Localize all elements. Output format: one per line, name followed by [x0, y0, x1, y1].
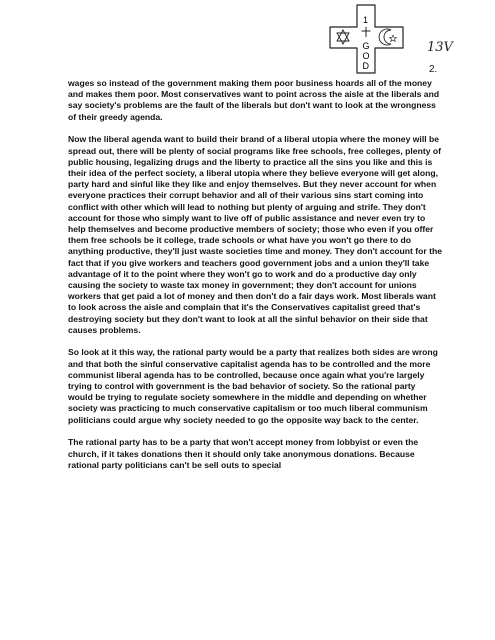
paragraph-4: The rational party has to be a party that won't accept money from lobbyist or even the church, if it takes donations then it should only take anonymous donations. Because rational party politicians can't be sell outs to special — [68, 437, 419, 470]
emblem-letter-o: O — [362, 51, 370, 61]
paragraph-3: So look at it this way, the rational party would be a party that realizes both sides are wrong and that both the sinful conservative capitalist agenda has to be controlled and the more communist liberal agenda has to be controlled, because once again what you're largely trying to control with government is the bad behavior of society. So the rational party would be trying to regulate society somewhere in the middle and depending on whether society was practicing to much conservative capitalism or too much liberal communism politicians could argue why society needed to go the opposite way back to the center. — [68, 347, 438, 425]
crescent-moon-icon — [379, 29, 396, 45]
star-of-david-icon — [337, 30, 349, 44]
cross-icon — [362, 27, 371, 37]
paragraph-2: Now the liberal agenda want to build their brand of a liberal utopia where the money will be spread out, there will be plenty of social programs like free schools, free colleges, plenty of public housing, legalizing drugs and the liberty to practice all the sins you like and this is their idea of the perfect society, a liberal utopia where they believe everyone will get along, party hard and sinful like they like and enjoy themselves. But they never account for when everyone practices their corrupt behavior and all of their various sins start coming into conflict with other which will lead to nothing but plenty of arguing and strife. They don't account for those who simply want to live off of public assistance and never even try to help themselves and become productive members of society; those who even if you offer them free schools be it college, trade schools or what have you won't go there to do anything productive, they'll just waste societies time and money. They don't account for the fact that if you give workers and teachers good government jobs and a union they'll take advantage of it to the point where they won't go to work and do a productive day only causing the society to waste tax money in government; they don't account for unions workers that get paid a lot of money and then don't do a fair days work. Most liberals want to look across the aisle and complain that it's the Conservatives capitalist greed that's destroying society but they don't want to look at all the sinful behavior on their side that causes problems. — [68, 134, 442, 335]
emblem-letter-g: G — [362, 41, 370, 51]
paragraph-1: wages so instead of the government making them poor business hoards all of the money and makes them poor. Most conservatives want to point across the aisle at the liberals and say society's problems are the fault of the liberals but don't want to look at the wrongness of their greedy agenda. — [68, 78, 440, 122]
emblem-letter-1: 1 — [363, 15, 369, 25]
emblem-letter-d: D — [362, 61, 369, 71]
document-body — [68, 78, 442, 483]
page-number: 2. — [429, 64, 438, 75]
handwritten-margin-note: 13V — [427, 40, 453, 55]
religious-cross-emblem — [325, 2, 415, 76]
